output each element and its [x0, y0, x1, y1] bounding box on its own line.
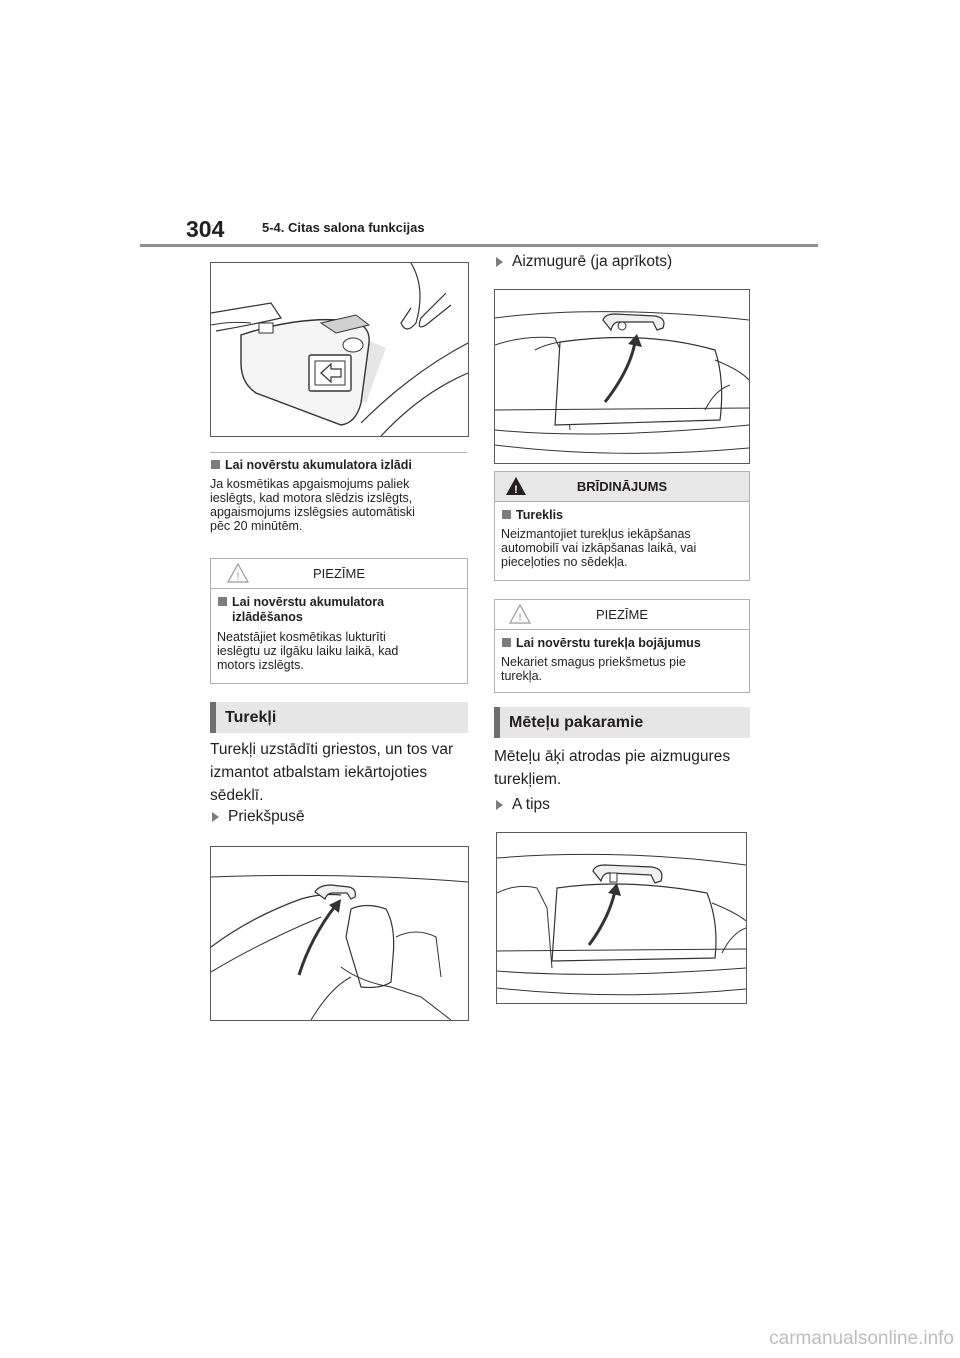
notice-heading-line: izlādēšanos	[232, 610, 303, 624]
rear-grab-handle-illustration	[494, 289, 750, 464]
battery-heading	[210, 458, 412, 472]
square-bullet-icon	[211, 460, 220, 469]
notice-header	[211, 559, 467, 589]
notice-text	[217, 630, 459, 672]
warning-heading	[501, 508, 741, 522]
section-title: 5-4. Citas salona funkcijas	[262, 220, 425, 235]
notice-title-2: PIEZĪME	[595, 607, 648, 622]
section-accent	[210, 702, 216, 733]
section-accent	[494, 707, 500, 738]
front-label	[210, 808, 305, 826]
warning-text-line: pieceļoties no sēdekļa.	[501, 555, 628, 569]
grab-handles-section-title	[210, 702, 468, 733]
grab-handles-text-line: izmantot atbalstam iekārtojoties	[210, 764, 428, 781]
notice-text-line: ieslēgtu uz ilgāku laiku laikā, kad	[217, 644, 399, 658]
battery-text-line: apgaismojums izslēgsies automātiski	[210, 505, 415, 519]
warning-heading-text: Tureklis	[516, 508, 564, 522]
coat-hooks-text-line: Mēteļu āķi atrodas pie aizmugures	[494, 748, 731, 765]
grab-handles-text-line: Turekļi uzstādīti griestos, un tos var	[210, 741, 454, 758]
figure1-bottom-rule	[210, 452, 467, 453]
warning-text-line: Neizmantojiet turekļus iekāpšanas	[501, 527, 691, 541]
coat-hooks-section-title	[494, 707, 750, 738]
notice-box	[210, 558, 468, 684]
notice-text-2-line: turekļa.	[501, 669, 542, 683]
coat-hooks-text-line: turekļiem.	[494, 771, 562, 788]
notice-title: PIEZĪME	[312, 566, 365, 581]
warning-box	[494, 471, 750, 581]
notice-text-line: Neatstājiet kosmētikas lukturīti	[217, 630, 386, 644]
warning-header	[495, 472, 749, 502]
warning-triangle-icon	[227, 563, 249, 583]
battery-text-line: Ja kosmētikas apgaismojums paliek	[210, 477, 410, 491]
notice-heading-2	[501, 636, 741, 650]
battery-text-line: pēc 20 minūtēm.	[210, 519, 303, 533]
rear-label-text: Aizmugurē (ja aprīkots)	[512, 253, 673, 270]
battery-text	[210, 477, 470, 533]
warning-triangle-icon	[505, 476, 527, 496]
page-number: 304	[186, 216, 225, 242]
type-a-label-text: A tips	[512, 796, 550, 813]
grab-handles-text-line: sēdeklī.	[210, 787, 264, 804]
triangle-bullet-icon	[212, 812, 219, 822]
triangle-bullet-icon	[496, 257, 503, 267]
front-grab-handle-illustration	[210, 846, 469, 1021]
notice-heading	[217, 595, 459, 625]
svg-text:!: !	[236, 571, 240, 583]
vanity-light-illustration	[210, 262, 469, 437]
notice-text-2-line: Nekariet smagus priekšmetus pie	[501, 655, 686, 669]
battery-heading-text: Lai novērstu akumulatora izlādi	[225, 458, 412, 472]
notice-heading-line: Lai novērstu akumulatora	[232, 595, 385, 609]
triangle-bullet-icon	[496, 800, 503, 810]
header-divider	[140, 244, 818, 247]
notice-box-2	[494, 599, 750, 693]
notice-header-2	[495, 600, 749, 630]
square-bullet-icon	[502, 638, 511, 647]
coat-hook-illustration	[496, 832, 747, 1004]
grab-handles-text	[210, 738, 475, 807]
warning-text	[501, 527, 741, 569]
front-label-text: Priekšpusē	[228, 808, 305, 825]
notice-heading-2-text: Lai novērstu turekļa bojājumus	[516, 636, 701, 650]
coat-hooks-text	[494, 745, 759, 791]
square-bullet-icon	[218, 597, 227, 606]
rear-label	[494, 253, 672, 271]
warning-title: BRĪDINĀJUMS	[576, 479, 668, 494]
square-bullet-icon	[502, 510, 511, 519]
svg-text:!: !	[518, 612, 522, 624]
warning-triangle-icon	[509, 604, 531, 624]
grab-handles-title-text: Turekļi	[225, 708, 277, 726]
warning-text-line: automobilī vai izkāpšanas laikā, vai	[501, 541, 697, 555]
svg-text:!: !	[514, 484, 518, 496]
notice-text-2	[501, 655, 741, 683]
notice-text-line: motors izslēgts.	[217, 658, 304, 672]
coat-hooks-title-text: Mēteļu pakaramie	[509, 713, 644, 731]
watermark: carmanualsonline.info	[769, 1328, 954, 1349]
type-a-label	[494, 796, 550, 814]
battery-text-line: ieslēgts, kad motora slēdzis izslēgts,	[210, 491, 413, 505]
